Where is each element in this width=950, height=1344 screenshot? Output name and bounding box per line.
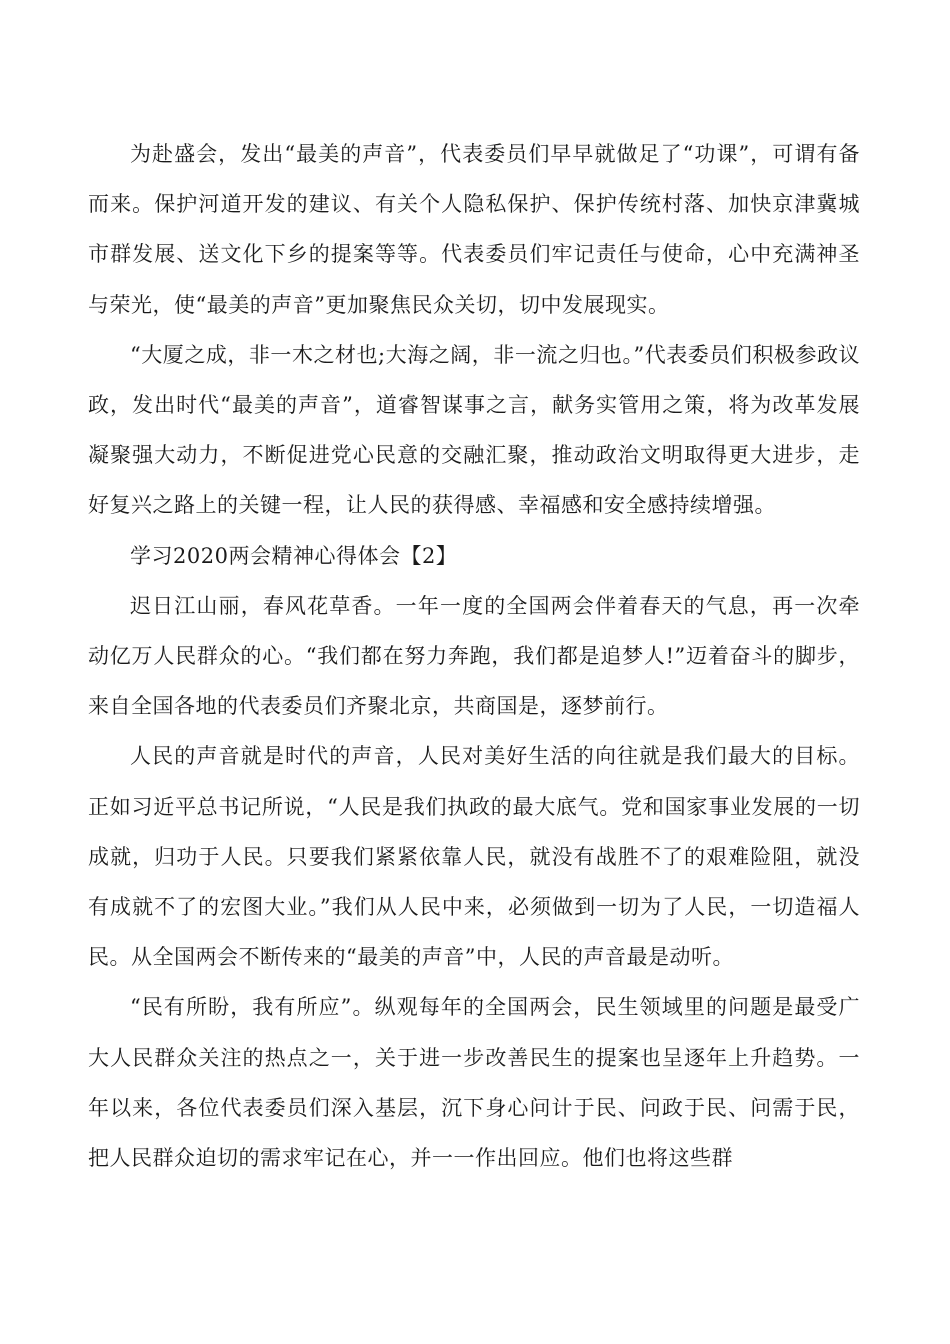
paragraph: “大厦之成，非一木之材也;大海之阔，非一流之归也。”代表委员们积极参政议政，发出时代“最美的声音”，道睿智谋事之言，献务实管用之策，将为改革发展凝聚强大动力，不断促进党心民意的交融汇聚，推动政治文明取得更大进步，走好复兴之路上的关键一程，让人民的获得感、幸福感和安全感持续增强。 [88, 342, 860, 518]
section-heading: 学习2020两会精神心得体会【2】 [130, 543, 458, 568]
paragraph: 迟日江山丽，春风花草香。一年一度的全国两会伴着春天的气息，再一次牵动亿万人民群众的心。“我们都在努力奔跑，我们都是追梦人!”迈着奋斗的脚步，来自全国各地的代表委员们齐聚北京，共商国是，逐梦前行。 [88, 593, 860, 719]
paragraph: “民有所盼，我有所应”。纵观每年的全国两会，民生领域里的问题是最受广大人民群众关注的热点之一，关于进一步改善民生的提案也呈逐年上升趋势。一年以来，各位代表委员们深入基层，沉下身心问计于民、问政于民、问需于民，把人民群众迫切的需求牢记在心，并一一作出回应。他们也将这些群 [88, 995, 860, 1171]
document-body [88, 129, 860, 1183]
paragraph: 为赴盛会，发出“最美的声音”，代表委员们早早就做足了“功课”，可谓有备而来。保护河道开发的建议、有关个人隐私保护、保护传统村落、加快京津冀城市群发展、送文化下乡的提案等等。代表委员们牢记责任与使命，心中充满神圣与荣光，使“最美的声音”更加聚焦民众关切，切中发展现实。 [88, 142, 860, 317]
paragraph: 人民的声音就是时代的声音，人民对美好生活的向往就是我们最大的目标。正如习近平总书记所说，“人民是我们执政的最大底气。党和国家事业发展的一切成就，归功于人民。只要我们紧紧依靠人民，就没有战胜不了的艰难险阻，就没有成就不了的宏图大业。”我们从人民中来，必须做到一切为了人民，一切造福人民。从全国两会不断传来的“最美的声音”中，人民的声音最是动听。 [88, 744, 860, 970]
